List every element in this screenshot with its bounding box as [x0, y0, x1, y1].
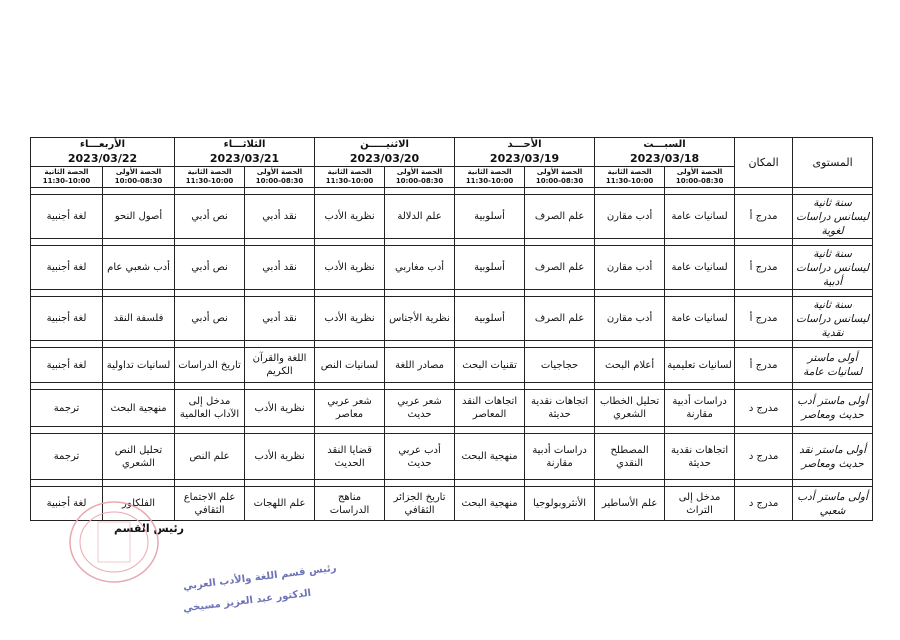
course-cell: لسانيات تداولية: [103, 348, 175, 383]
course-cell: لغة أجنبية: [31, 195, 103, 239]
course-cell: أعلام البحث: [595, 348, 665, 383]
spacer-cell: [385, 188, 455, 195]
slot-cell: [455, 167, 525, 188]
course-cell: علم الصرف: [525, 195, 595, 239]
day-header: [31, 138, 175, 167]
course-cell: أدب مقارن: [595, 297, 665, 341]
spacer-cell: [103, 290, 175, 297]
spacer-cell: [385, 427, 455, 434]
course-cell: قضايا النقد الحديث: [315, 434, 385, 480]
spacer-cell: [525, 239, 595, 246]
spacer-cell: [455, 480, 525, 487]
spacer-cell: [245, 480, 315, 487]
row-spacer: [31, 427, 873, 434]
spacer-cell: [665, 290, 735, 297]
place-cell: مدرج د: [735, 487, 793, 521]
slot-cell: [385, 167, 455, 188]
place-cell: مدرج د: [735, 434, 793, 480]
course-cell: الفلكلور: [103, 487, 175, 521]
spacer-cell: [595, 480, 665, 487]
spacer-cell: [175, 188, 245, 195]
place-cell: مدرج أ: [735, 348, 793, 383]
course-cell: اللغة والقرآن الكريم: [245, 348, 315, 383]
course-cell: نظرية الأدب: [315, 297, 385, 341]
schedule-table: [30, 137, 873, 521]
course-cell: أدب مغاربي: [385, 246, 455, 290]
spacer-cell: [793, 290, 873, 297]
course-cell: لسانيات عامة: [665, 195, 735, 239]
course-cell: نظرية الأجناس: [385, 297, 455, 341]
slot-time: 11:30-10:00: [42, 177, 91, 185]
course-cell: علم الأساطير: [595, 487, 665, 521]
course-cell: نص أدبي: [175, 195, 245, 239]
place-cell: مدرج د: [735, 390, 793, 427]
course-cell: منهجية البحث: [455, 434, 525, 480]
spacer-cell: [385, 290, 455, 297]
course-cell: تاريخ الدراسات: [175, 348, 245, 383]
row-spacer: [31, 188, 873, 195]
spacer-cell: [245, 188, 315, 195]
spacer-cell: [315, 427, 385, 434]
course-cell: اتجاهات نقدية حديثة: [665, 434, 735, 480]
day-header: [595, 138, 735, 167]
spacer-cell: [455, 239, 525, 246]
course-cell: علم الاجتماع الثقافي: [175, 487, 245, 521]
spacer-cell: [103, 383, 175, 390]
course-cell: نظرية الأدب: [315, 246, 385, 290]
spacer-cell: [735, 188, 793, 195]
spacer-cell: [315, 341, 385, 348]
course-cell: أسلوبية: [455, 297, 525, 341]
spacer-cell: [31, 383, 103, 390]
day-date: 2023/03/19: [489, 152, 560, 165]
spacer-cell: [315, 239, 385, 246]
course-cell: نقد أدبي: [245, 246, 315, 290]
spacer-cell: [385, 383, 455, 390]
seal-inner-ring: [80, 512, 148, 572]
level-cell: أولى ماستر أدب شعبي: [793, 487, 873, 521]
spacer-cell: [455, 427, 525, 434]
table-row: [31, 348, 873, 383]
course-cell: نقد أدبي: [245, 195, 315, 239]
day-header: [175, 138, 315, 167]
spacer-cell: [525, 383, 595, 390]
spacer-cell: [175, 383, 245, 390]
spacer-cell: [245, 239, 315, 246]
course-cell: علم اللهجات: [245, 487, 315, 521]
seal-center-box: [98, 522, 130, 562]
spacer-cell: [665, 480, 735, 487]
spacer-cell: [175, 290, 245, 297]
place-cell: مدرج أ: [735, 195, 793, 239]
course-cell: فلسفة النقد: [103, 297, 175, 341]
spacer-cell: [595, 341, 665, 348]
slot-time: 10:00-08:30: [255, 177, 304, 185]
spacer-cell: [103, 188, 175, 195]
course-cell: أدب مقارن: [595, 195, 665, 239]
day-date: 2023/03/18: [629, 152, 700, 165]
slot-time: 11:30-10:00: [325, 177, 374, 185]
spacer-cell: [31, 290, 103, 297]
course-cell: أسلوبية: [455, 246, 525, 290]
course-cell: دراسات أدبية مقارنة: [665, 390, 735, 427]
day-name: السبـــت: [643, 139, 686, 150]
spacer-cell: [245, 383, 315, 390]
course-cell: شعر عربي معاصر: [315, 390, 385, 427]
spacer-cell: [31, 341, 103, 348]
row-spacer: [31, 383, 873, 390]
spacer-cell: [525, 480, 595, 487]
course-cell: لسانيات النص: [315, 348, 385, 383]
slot-label: الحصة الأولى: [115, 168, 162, 176]
spacer-cell: [31, 480, 103, 487]
spacer-cell: [245, 290, 315, 297]
level-cell: سنة ثانية ليسانس دراسات أدبية: [793, 246, 873, 290]
level-cell: سنة ثانية ليسانس دراسات نقدية: [793, 297, 873, 341]
course-cell: نظرية الأدب: [315, 195, 385, 239]
spacer-cell: [525, 427, 595, 434]
slot-time: 10:00-08:30: [395, 177, 444, 185]
course-cell: نص أدبي: [175, 297, 245, 341]
course-cell: نقد أدبي: [245, 297, 315, 341]
spacer-cell: [175, 341, 245, 348]
slot-time: 11:30-10:00: [185, 177, 234, 185]
place-cell: مدرج أ: [735, 297, 793, 341]
slot-time: 10:00-08:30: [114, 177, 163, 185]
spacer-cell: [175, 427, 245, 434]
place-cell: مدرج أ: [735, 246, 793, 290]
spacer-cell: [103, 427, 175, 434]
spacer-cell: [103, 239, 175, 246]
course-cell: حجاجيات: [525, 348, 595, 383]
table-row: [31, 195, 873, 239]
spacer-cell: [525, 341, 595, 348]
spacer-cell: [735, 427, 793, 434]
spacer-cell: [793, 341, 873, 348]
course-cell: أدب شعبي عام: [103, 246, 175, 290]
level-cell: سنة ثانية ليسانس دراسات لغوية: [793, 195, 873, 239]
course-cell: الأنثروبولوجيا: [525, 487, 595, 521]
day-header: [455, 138, 595, 167]
spacer-cell: [175, 239, 245, 246]
course-cell: أصول النحو: [103, 195, 175, 239]
level-cell: أولى ماستر لسانيات عامة: [793, 348, 873, 383]
spacer-cell: [595, 427, 665, 434]
course-cell: لسانيات عامة: [665, 246, 735, 290]
slot-label: الحصة الثانية: [187, 168, 232, 176]
table-row: [31, 390, 873, 427]
course-cell: نظرية الأدب: [245, 390, 315, 427]
row-spacer: [31, 239, 873, 246]
course-cell: تحليل الخطاب الشعري: [595, 390, 665, 427]
slot-label: الحصة الثانية: [44, 168, 89, 176]
place-header: المكان: [735, 138, 793, 188]
spacer-cell: [793, 188, 873, 195]
course-cell: علم النص: [175, 434, 245, 480]
row-spacer: [31, 341, 873, 348]
spacer-cell: [315, 383, 385, 390]
course-cell: علم الصرف: [525, 246, 595, 290]
slot-cell: [31, 167, 103, 188]
spacer-cell: [315, 290, 385, 297]
course-cell: أدب مقارن: [595, 246, 665, 290]
spacer-cell: [455, 383, 525, 390]
table-row: [31, 434, 873, 480]
course-cell: لغة أجنبية: [31, 297, 103, 341]
spacer-cell: [735, 341, 793, 348]
slot-label: الحصة الأولى: [396, 168, 443, 176]
course-cell: اتجاهات نقدية حديثة: [525, 390, 595, 427]
course-cell: منهجية البحث: [103, 390, 175, 427]
slot-time: 10:00-08:30: [535, 177, 584, 185]
spacer-cell: [595, 383, 665, 390]
level-cell: أولى ماستر أدب حديث ومعاصر: [793, 390, 873, 427]
seal-outer-ring: [70, 502, 158, 582]
spacer-cell: [595, 239, 665, 246]
spacer-cell: [735, 290, 793, 297]
spacer-cell: [793, 383, 873, 390]
spacer-cell: [31, 427, 103, 434]
course-cell: تقنيات البحث: [455, 348, 525, 383]
day-name: الثلاثـــاء: [223, 139, 266, 150]
spacer-cell: [525, 290, 595, 297]
row-spacer: [31, 290, 873, 297]
spacer-cell: [665, 427, 735, 434]
slot-cell: [525, 167, 595, 188]
spacer-cell: [385, 341, 455, 348]
course-cell: مناهج الدراسات: [315, 487, 385, 521]
slot-label: الحصة الثانية: [467, 168, 512, 176]
spacer-cell: [525, 188, 595, 195]
course-cell: لغة أجنبية: [31, 487, 103, 521]
course-cell: لسانيات عامة: [665, 297, 735, 341]
slot-label: الحصة الأولى: [536, 168, 583, 176]
spacer-cell: [793, 427, 873, 434]
spacer-cell: [103, 480, 175, 487]
course-cell: لسانيات تعليمية: [665, 348, 735, 383]
spacer-cell: [595, 290, 665, 297]
level-cell: أولى ماستر نقد حديث ومعاصر: [793, 434, 873, 480]
course-cell: مدخل إلى التراث: [665, 487, 735, 521]
course-cell: شعر عربي حديث: [385, 390, 455, 427]
course-cell: تاريخ الجزائر الثقافي: [385, 487, 455, 521]
spacer-cell: [315, 188, 385, 195]
spacer-cell: [385, 239, 455, 246]
slot-label: الحصة الأولى: [256, 168, 303, 176]
course-cell: تحليل النص الشعري: [103, 434, 175, 480]
day-date: 2023/03/21: [209, 152, 280, 165]
day-date: 2023/03/20: [349, 152, 420, 165]
spacer-cell: [175, 480, 245, 487]
table-row: [31, 246, 873, 290]
spacer-cell: [245, 341, 315, 348]
course-cell: مدخل إلى الآداب العالمية: [175, 390, 245, 427]
course-cell: نظرية الأدب: [245, 434, 315, 480]
slot-cell: [103, 167, 175, 188]
days-header-row: [31, 138, 873, 167]
slot-label: الحصة الأولى: [676, 168, 723, 176]
table-row: [31, 297, 873, 341]
slot-cell: [315, 167, 385, 188]
spacer-cell: [455, 290, 525, 297]
course-cell: منهجية البحث: [455, 487, 525, 521]
slot-time: 10:00-08:30: [675, 177, 724, 185]
spacer-cell: [31, 188, 103, 195]
spacer-cell: [735, 480, 793, 487]
slot-time: 11:30-10:00: [465, 177, 514, 185]
course-cell: مصادر اللغة: [385, 348, 455, 383]
course-cell: المصطلح النقدي: [595, 434, 665, 480]
course-cell: نص أدبي: [175, 246, 245, 290]
course-cell: أسلوبية: [455, 195, 525, 239]
day-date: 2023/03/22: [67, 152, 138, 165]
stamp-line-1: رئيس قسم اللغة والأدب العربي: [182, 562, 338, 593]
slot-label: الحصة الثانية: [327, 168, 372, 176]
course-cell: ترجمة: [31, 434, 103, 480]
level-header: المستوى: [793, 138, 873, 188]
course-cell: علم الدلالة: [385, 195, 455, 239]
spacer-cell: [665, 341, 735, 348]
day-name: الأربعـــاء: [79, 139, 126, 150]
spacer-cell: [793, 480, 873, 487]
day-name: الاثنيـــــن: [360, 139, 409, 150]
course-cell: دراسات أدبية مقارنة: [525, 434, 595, 480]
spacer-cell: [665, 188, 735, 195]
schedule-body: [31, 188, 873, 521]
spacer-cell: [245, 427, 315, 434]
slot-cell: [175, 167, 245, 188]
course-cell: علم الصرف: [525, 297, 595, 341]
day-name: الأحـــد: [507, 139, 542, 150]
slot-cell: [245, 167, 315, 188]
spacer-cell: [315, 480, 385, 487]
spacer-cell: [735, 239, 793, 246]
spacer-cell: [735, 383, 793, 390]
slot-cell: [595, 167, 665, 188]
spacer-cell: [31, 239, 103, 246]
course-cell: اتجاهات النقد المعاصر: [455, 390, 525, 427]
slot-time: 11:30-10:00: [605, 177, 654, 185]
spacer-cell: [455, 341, 525, 348]
spacer-cell: [595, 188, 665, 195]
course-cell: لغة أجنبية: [31, 348, 103, 383]
department-head-title: رئيس القسم: [114, 522, 184, 535]
slot-label: الحصة الثانية: [607, 168, 652, 176]
spacer-cell: [665, 239, 735, 246]
spacer-cell: [103, 341, 175, 348]
course-cell: ترجمة: [31, 390, 103, 427]
spacer-cell: [665, 383, 735, 390]
stamp-line-2: الدكتور عبد العزيز مسيخي: [182, 587, 312, 615]
spacer-cell: [385, 480, 455, 487]
row-spacer: [31, 480, 873, 487]
spacer-cell: [793, 239, 873, 246]
slot-cell: [665, 167, 735, 188]
day-header: [315, 138, 455, 167]
spacer-cell: [455, 188, 525, 195]
course-cell: لغة أجنبية: [31, 246, 103, 290]
course-cell: أدب عربي حديث: [385, 434, 455, 480]
